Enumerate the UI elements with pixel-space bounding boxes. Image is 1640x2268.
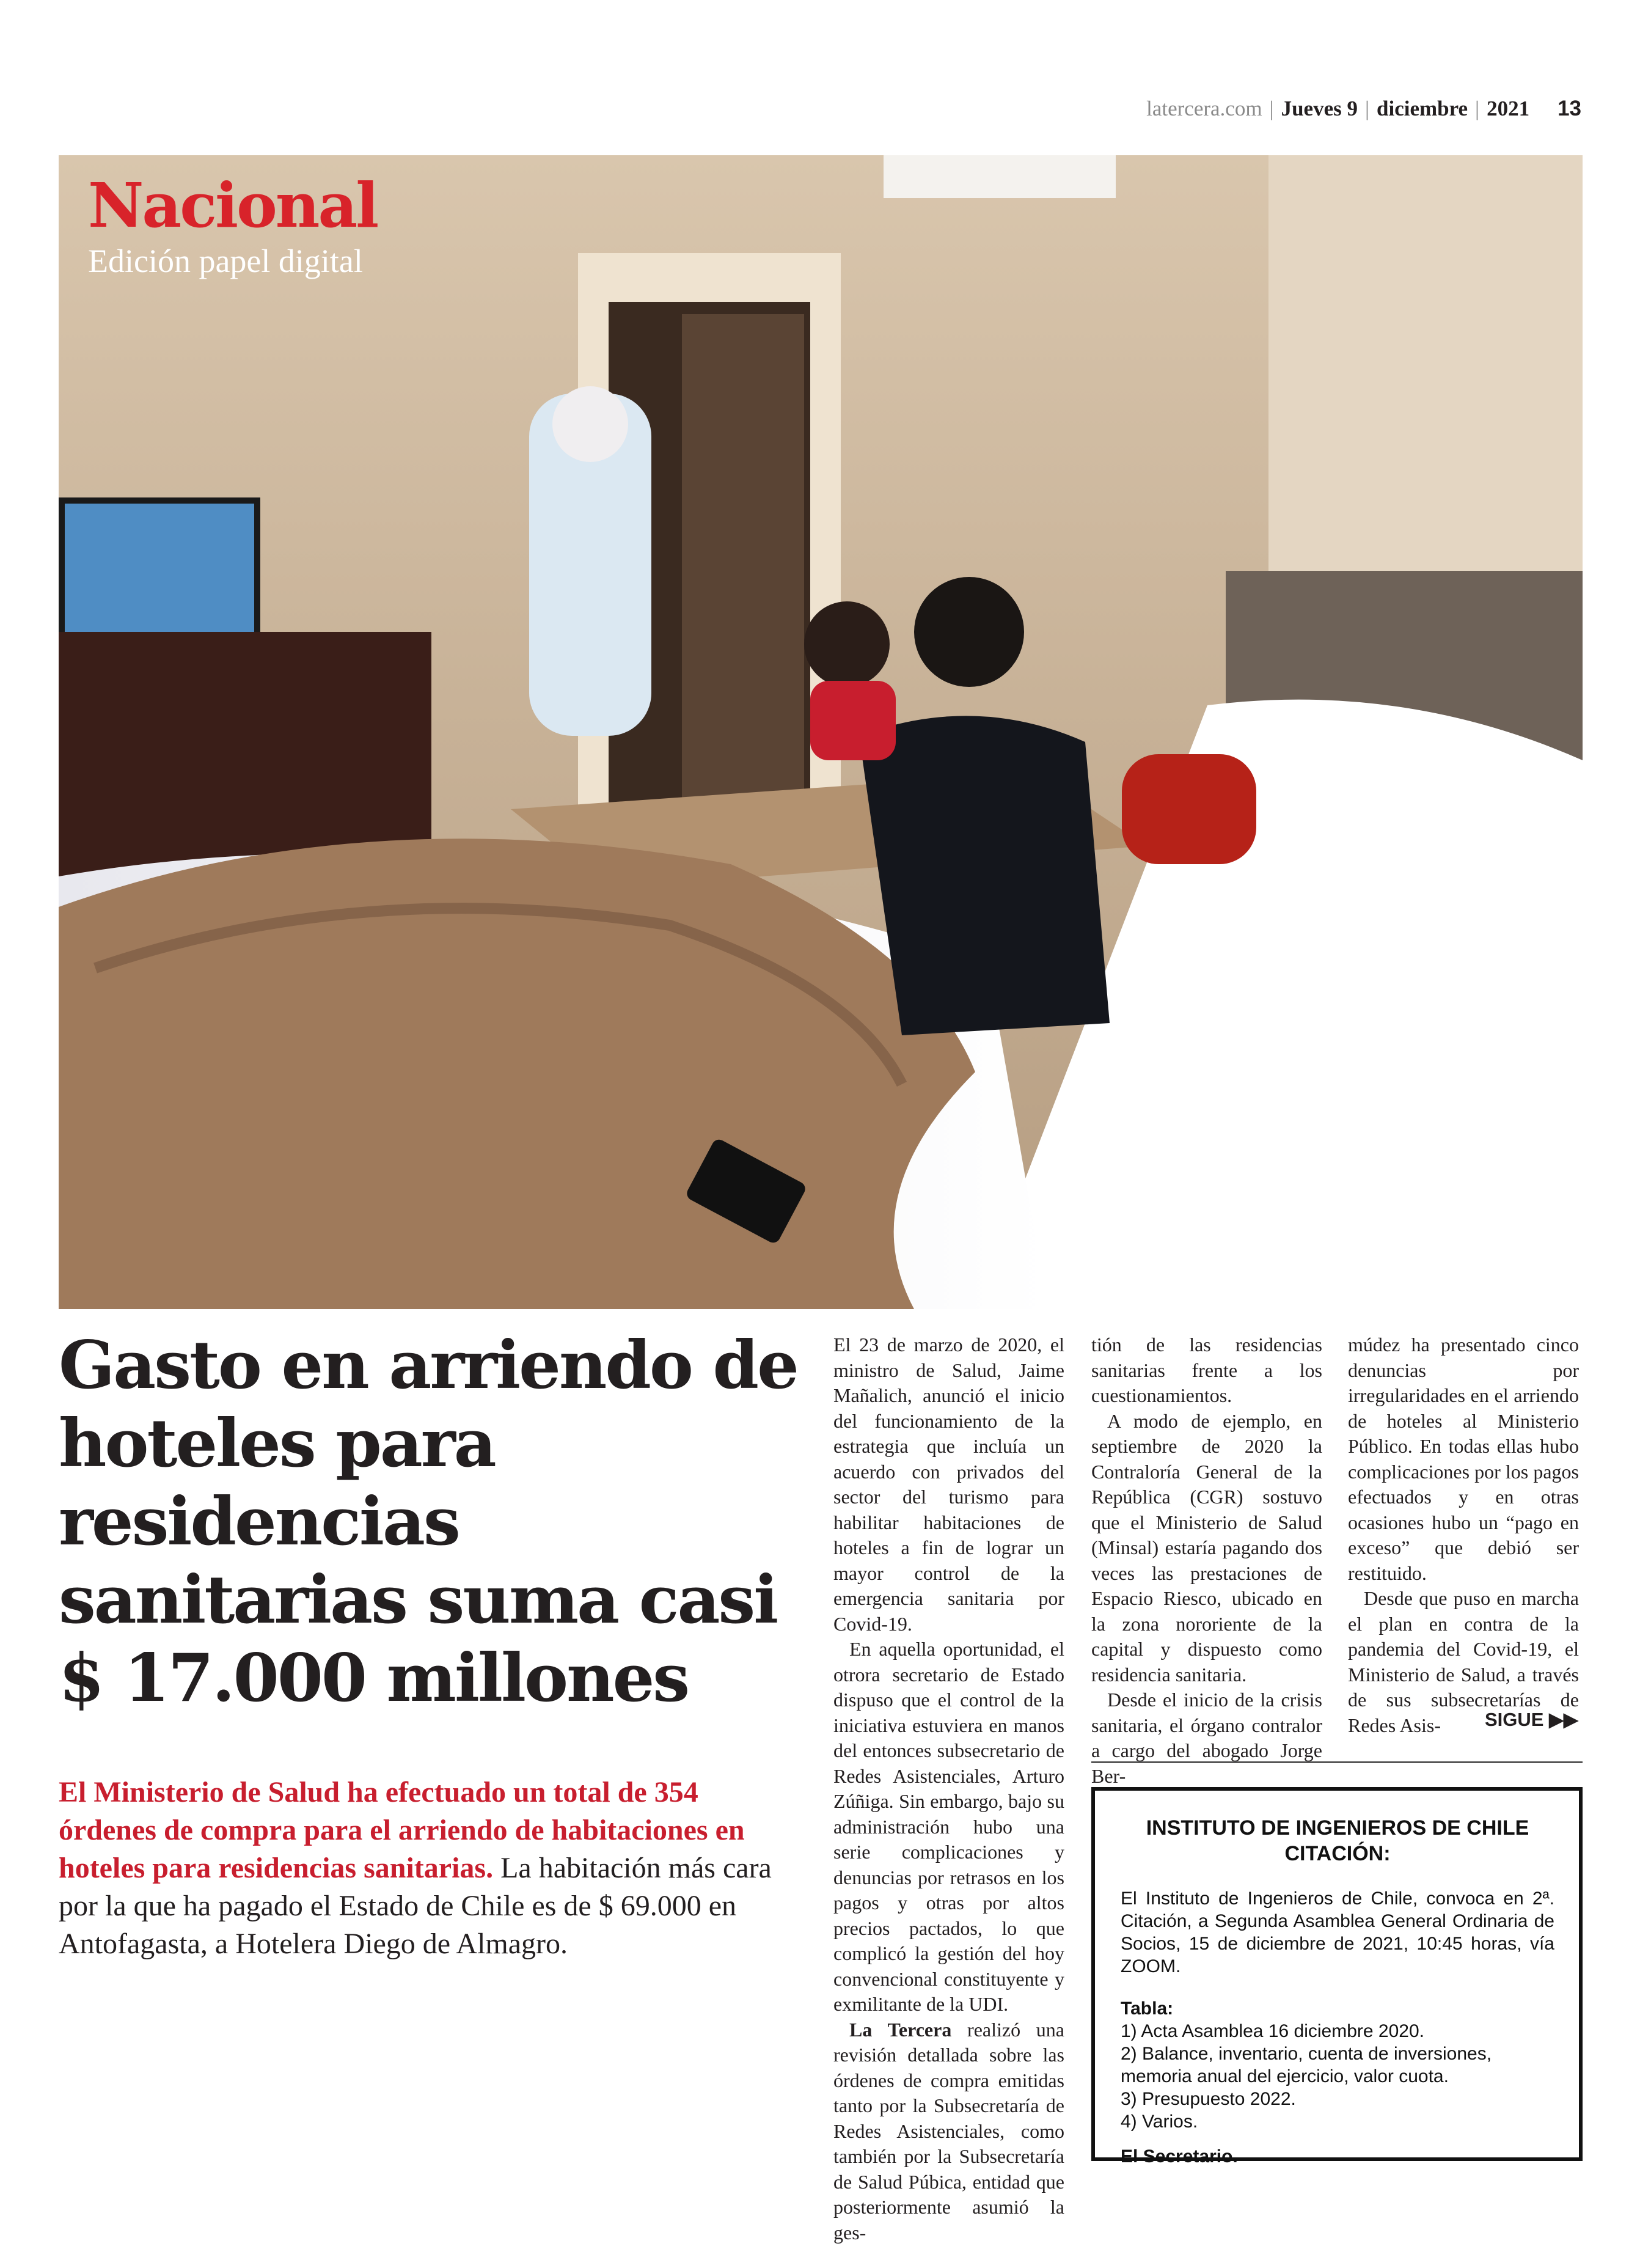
deck-rest: La habitación más cara por la que ha pagado el Estado de Chile es de $ 69.000 en Antofagasta, a Hotelera Diego de Almagro. xyxy=(59,1852,772,1960)
article-deck xyxy=(59,1774,801,1963)
header-year: 2021 xyxy=(1487,97,1530,120)
legal-notice-box xyxy=(1091,1787,1583,2167)
paragraph: múdez ha presentado cinco denuncias por irregularidades en el arriendo de hoteles al Ministerio Público. En todas ellas hubo complicaciones por los pagos efectuados y en otras ocasiones hubo un “pago en exceso” que debió ser restituido. xyxy=(1348,1334,1579,1584)
section-subtitle: Edición papel digital xyxy=(88,243,363,279)
article-column-2 xyxy=(1091,1332,1322,1789)
header-separator: | xyxy=(1269,97,1274,120)
paragraph: tión de las residencias sanitarias frente a los cuestionamientos. xyxy=(1091,1334,1322,1406)
notice-agenda-item: 4) Varios. xyxy=(1121,2112,1198,2132)
article-column-1 xyxy=(833,1332,1064,2245)
section-title: Nacional xyxy=(88,169,378,241)
lead-photo xyxy=(59,155,1583,1309)
notice-title-line2: CITACIÓN: xyxy=(1284,1842,1391,1865)
notice-body: El Instituto de Ingenieros de Chile, convoca en 2ª. Citación, a Segunda Asamblea General Ordinaria de Socios, 15 de diciembre de 2021, 10:45 horas, vía ZOOM. xyxy=(1121,1888,1554,1976)
header-weekday: Jueves 9 xyxy=(1281,97,1358,120)
page-number: 13 xyxy=(1558,97,1581,120)
header-separator: | xyxy=(1475,97,1480,120)
paragraph: En aquella oportunidad, el otrora secretario de Estado dispuso que el control de la iniciativa estuviera en manos del entonces subsecretario de Redes Asistenciales, Arturo Zúñiga. Sin embargo, bajo su administración hubo una serie complicaciones y denuncias por retrasos en los pagos y otras por altos precios pactados, lo que complicó la gestión del hoy convencional constituyente y exmilitante de la UDI. xyxy=(833,1638,1064,2015)
brand-name: La Tercera xyxy=(849,2018,952,2041)
paragraph: A modo de ejemplo, en septiembre de 2020 la Contraloría General de la República (CGR) sostuvo que el Ministerio de Salud (Minsal) estaría pagando dos veces las prestaciones de Espacio Riesco, ubicado en la zona nororiente de la capital y dispuesto como residencia sanitaria. xyxy=(1091,1409,1322,1686)
header-month: diciembre xyxy=(1377,97,1468,120)
article-headline: Gasto en arriendo de hoteles para residencias sanitarias suma casi $ 17.000 millones xyxy=(59,1327,797,1717)
notice-agenda-item: 3) Presupuesto 2022. xyxy=(1121,2089,1296,2109)
notice-agenda-label: Tabla: xyxy=(1121,1998,1174,2019)
notice-title xyxy=(1121,1815,1554,1866)
paragraph: El 23 de marzo de 2020, el ministro de Salud, Jaime Mañalich, anunció el inicio del funcionamiento de la estrategia que incluía un acuerdo con privados del sector del turismo para habilitar habitaciones de hoteles a fin de lograr un mayor control de la emergencia sanitaria por Covid-19. xyxy=(833,1334,1064,1635)
continue-link[interactable]: SIGUE ▶▶ xyxy=(1485,1709,1578,1730)
site-name[interactable]: latercera.com xyxy=(1146,97,1262,120)
paragraph xyxy=(833,2017,1064,2246)
notice-agenda-item: 1) Acta Asamblea 16 diciembre 2020. xyxy=(1121,2021,1424,2041)
page-header xyxy=(1146,97,1581,121)
paragraph: Desde el inicio de la crisis sanitaria, el órgano contralor a cargo del abogado Jorge Ber- xyxy=(1091,1689,1322,1787)
notice-agenda-item: 2) Balance, inventario, cuenta de inversiones, memoria anual del ejercicio, valor cuota. xyxy=(1121,2044,1492,2086)
header-separator: | xyxy=(1364,97,1369,120)
article-column-3 xyxy=(1348,1332,1579,1738)
notice-signature: El Secretario. xyxy=(1121,2146,1238,2167)
notice-title-line1: INSTITUTO DE INGENIEROS DE CHILE xyxy=(1146,1816,1529,1840)
paragraph-text: realizó una revisión detallada sobre las órdenes de compra emitidas tanto por la Subsecretaría de Redes Asistenciales, como también por la Subsecretaría de Salud Púbica, entidad que posteriormente asumió la ges- xyxy=(833,2018,1065,2244)
deck-lead: El Ministerio de Salud ha efectuado un total de 354 órdenes de compra para el arriendo de habitaciones en hoteles para residencias sanitarias. xyxy=(59,1776,745,1884)
divider xyxy=(1091,1761,1583,1763)
paragraph: Desde que puso en marcha el plan en contra de la pandemia del Covid-19, el Ministerio de Salud, a través de sus subsecretarías de Redes Asis- xyxy=(1348,1587,1579,1736)
photo-illustration xyxy=(59,155,1583,1309)
